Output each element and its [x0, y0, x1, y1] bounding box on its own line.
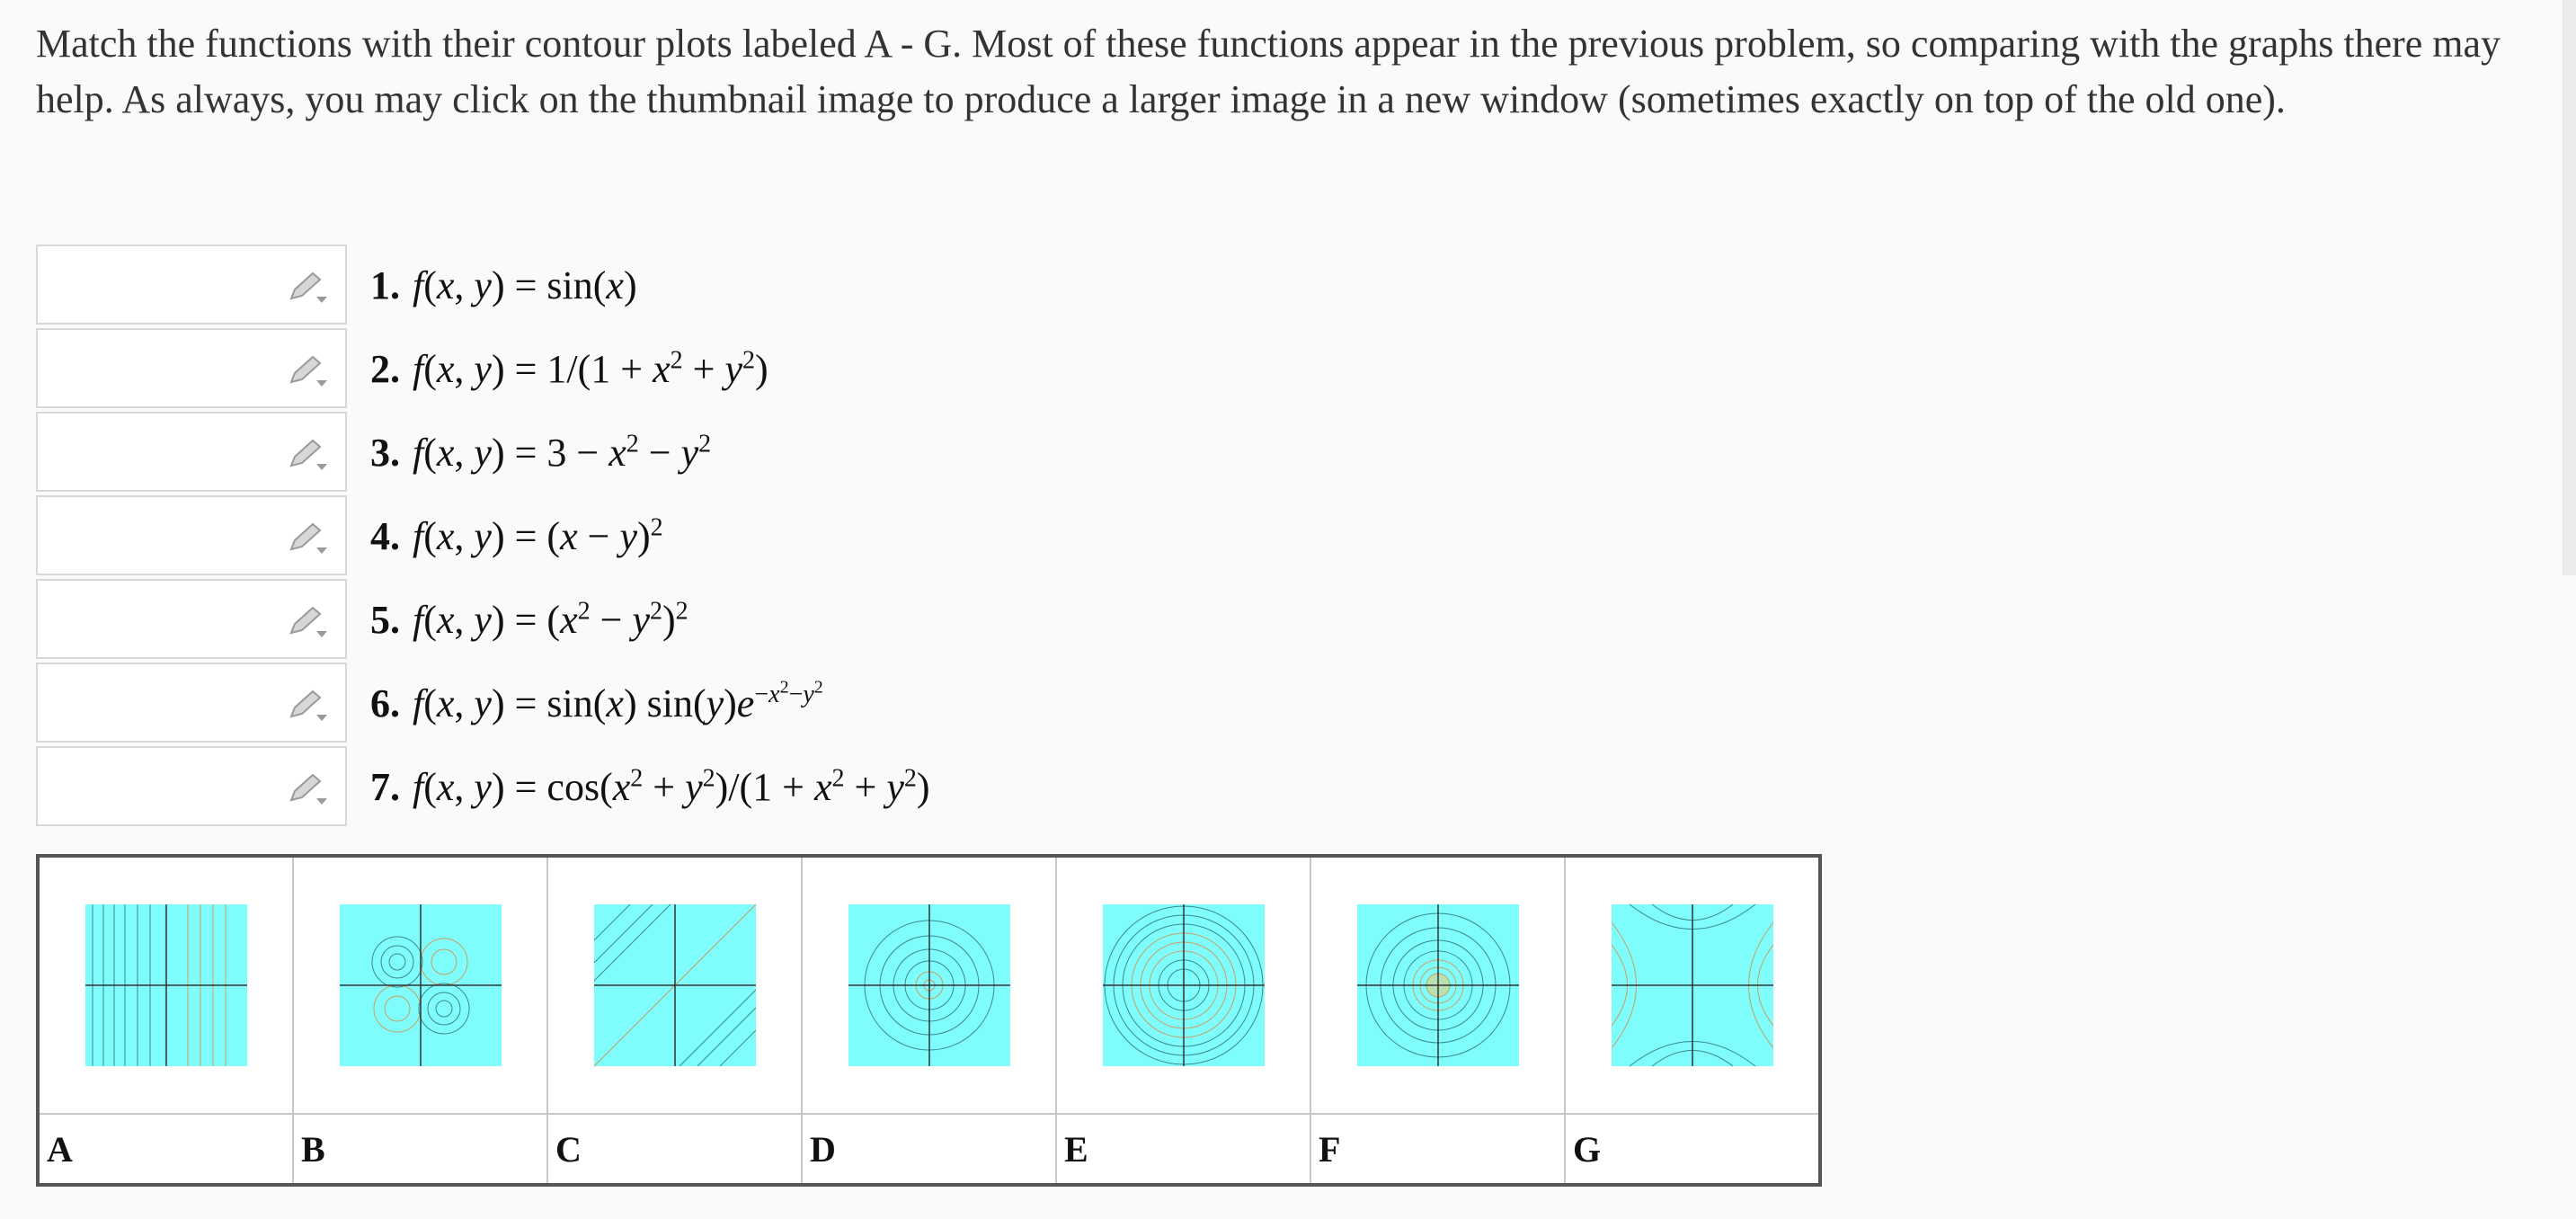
plot-label-d: D: [802, 1114, 1056, 1185]
plot-cell-e: [1056, 856, 1310, 1114]
plot-label-e: E: [1056, 1114, 1310, 1185]
pencil-icon[interactable]: [286, 688, 331, 724]
pencil-icon[interactable]: [286, 604, 331, 640]
plot-cell-g: [1565, 856, 1820, 1114]
contour-thumbnail-d[interactable]: [831, 886, 1028, 1084]
thumbnail-row: [38, 856, 1820, 1114]
pencil-icon[interactable]: [286, 437, 331, 473]
plot-cell-d: [802, 856, 1056, 1114]
function-label-7: 7. f(x, $y) = \cos(x^2 + y^2)/(1 + x^2 + y^2)$: [370, 764, 930, 809]
page-scrollbar[interactable]: [2563, 0, 2576, 575]
function-number: 3.: [370, 431, 400, 475]
contour-plot-table: [36, 854, 1822, 1187]
function-number: 1.: [370, 263, 400, 307]
plot-label-g: G: [1565, 1114, 1820, 1185]
problem-instructions: Match the functions with their contour plots labeled A - G. Most of these functions appear in the previous problem, so comparing with the graphs there may help. As always, you may click on the thumbnail image to produce a larger image in a new window (sometimes exactly on top of the old one).: [36, 22, 2501, 121]
function-number: 2.: [370, 347, 400, 391]
plot-label-b: B: [293, 1114, 547, 1185]
plot-cell-a: [38, 856, 293, 1114]
function-number: 4.: [370, 514, 400, 558]
contour-thumbnail-e[interactable]: [1085, 886, 1283, 1084]
function-label-1: 1. f(x, y) = sin(x): [370, 263, 637, 307]
function-number: 7.: [370, 765, 400, 809]
plot-cell-f: [1310, 856, 1565, 1114]
plot-label-c: C: [547, 1114, 802, 1185]
plot-label-a: A: [38, 1114, 293, 1185]
pencil-icon[interactable]: [286, 270, 331, 306]
pencil-icon[interactable]: [286, 771, 331, 807]
contour-thumbnail-g[interactable]: [1594, 886, 1791, 1084]
function-number: 6.: [370, 681, 400, 725]
function-label-6: 6. f(x, y) = sin(x) $\sin(y)e^{-x^2-y^2}$: [370, 678, 823, 725]
function-label-3: 3. f(x, $y) = 3 - x^2 - y^2$: [370, 430, 712, 475]
function-label-2: 2. f(x, $y) = 1/(1 + x^2 + y^2)$: [370, 346, 768, 391]
contour-thumbnail-f[interactable]: [1339, 886, 1537, 1084]
plot-cell-c: [547, 856, 802, 1114]
pencil-icon[interactable]: [286, 353, 331, 389]
function-label-5: 5. f(x, $y) = (x^2 - y^2)^2$: [370, 597, 688, 642]
pencil-icon[interactable]: [286, 521, 331, 556]
contour-thumbnail-b[interactable]: [322, 886, 520, 1084]
plot-label-f: F: [1310, 1114, 1565, 1185]
contour-thumbnail-a[interactable]: [67, 886, 265, 1084]
function-label-4: 4. f(x, $y) = (x - y)^2$: [370, 513, 663, 558]
contour-thumbnail-c[interactable]: [576, 886, 774, 1084]
function-number: 5.: [370, 598, 400, 642]
plot-cell-b: [293, 856, 547, 1114]
label-row: [38, 1114, 1820, 1185]
